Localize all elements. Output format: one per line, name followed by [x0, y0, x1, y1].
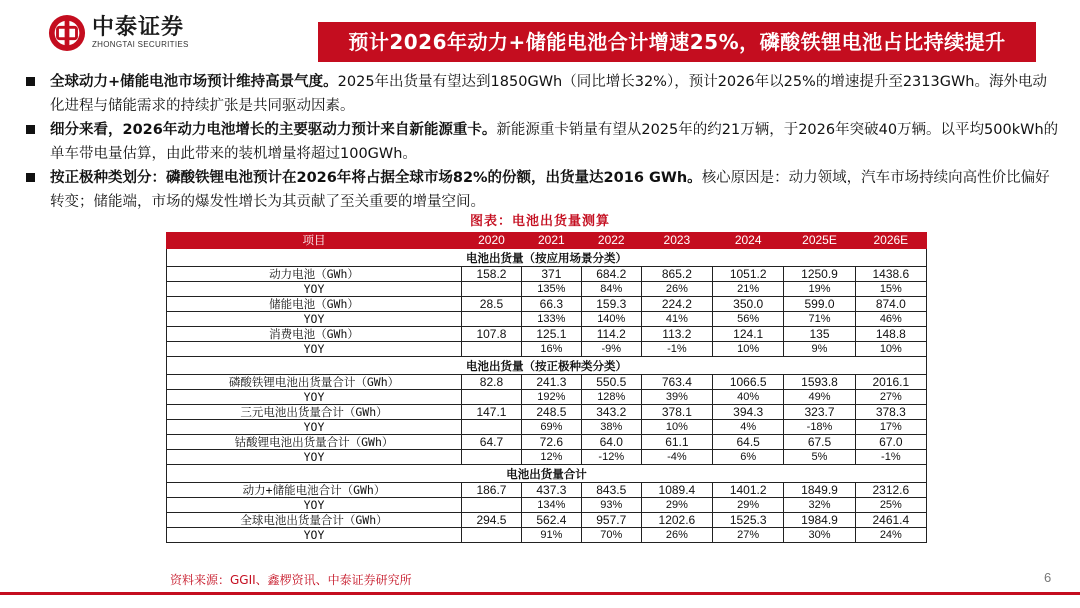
table-cell: 1051.2	[713, 267, 784, 282]
table-row	[167, 420, 927, 435]
table-cell: 67.0	[855, 435, 926, 450]
table-cell: 1401.2	[713, 483, 784, 498]
table-cell: 1089.4	[641, 483, 712, 498]
table-cell: 25%	[855, 498, 926, 513]
table-cell: 9%	[784, 342, 855, 357]
table-cell: 30%	[784, 528, 855, 543]
table-cell: 148.8	[855, 327, 926, 342]
slide-title: 预计2026年动力+储能电池合计增速25%，磷酸铁锂电池占比持续提升	[318, 22, 1036, 62]
table-cell: -18%	[784, 420, 855, 435]
table-cell: 26%	[641, 528, 712, 543]
bullet-item	[20, 166, 1060, 214]
bullet-list	[20, 70, 1060, 214]
table-cell: 24%	[855, 528, 926, 543]
table-cell: 27%	[855, 390, 926, 405]
row-label: YOY	[167, 528, 462, 543]
table-row	[167, 483, 927, 498]
table-cell: 64.0	[581, 435, 641, 450]
table-row	[167, 435, 927, 450]
table-cell: 140%	[581, 312, 641, 327]
table-cell: 1849.9	[784, 483, 855, 498]
battery-shipment-table-wrapper	[166, 232, 927, 543]
table-cell: 158.2	[462, 267, 522, 282]
table-cell: -1%	[641, 342, 712, 357]
row-label: 钴酸锂电池出货量合计（GWh）	[167, 435, 462, 450]
table-cell: 134%	[521, 498, 581, 513]
bullet-body: 2025年出货量有望达到1850GWh（同比增长32%），预计2026年以25%的增速提升至2313GWh。海外电动化进程与储能需求的持续扩张是共同驱动因素。	[50, 74, 1047, 114]
table-cell: 49%	[784, 390, 855, 405]
table-cell	[462, 528, 522, 543]
row-label: YOY	[167, 390, 462, 405]
table-cell: 16%	[521, 342, 581, 357]
table-cell: 71%	[784, 312, 855, 327]
table-cell: 159.3	[581, 297, 641, 312]
table-cell: 38%	[581, 420, 641, 435]
table-cell: 6%	[713, 450, 784, 465]
section-title: 电池出货量（按应用场景分类）	[167, 249, 927, 267]
table-cell: 29%	[713, 498, 784, 513]
table-cell: 27%	[713, 528, 784, 543]
table-cell: 135%	[521, 282, 581, 297]
table-section-row	[167, 249, 927, 267]
table-cell: 874.0	[855, 297, 926, 312]
bottom-divider	[0, 592, 1080, 595]
table-cell: 56%	[713, 312, 784, 327]
bullet-item	[20, 118, 1060, 166]
bullet-item	[20, 70, 1060, 118]
table-cell: 5%	[784, 450, 855, 465]
bullet-body: 核心原因是：动力领域，汽车市场持续向高性价比偏好转变；储能端，市场的爆发性增长为其贡献了至关重要的增量空间。	[50, 170, 1050, 210]
table-cell: 343.2	[581, 405, 641, 420]
table-cell: 19%	[784, 282, 855, 297]
table-row	[167, 312, 927, 327]
square-bullet-icon	[26, 173, 35, 182]
table-cell: 114.2	[581, 327, 641, 342]
table-row	[167, 450, 927, 465]
table-row	[167, 390, 927, 405]
header-cell: 2024	[713, 233, 784, 249]
table-row	[167, 405, 927, 420]
table-cell: 371	[521, 267, 581, 282]
header-cell: 2022	[581, 233, 641, 249]
row-label: 三元电池出货量合计（GWh）	[167, 405, 462, 420]
table-cell: 192%	[521, 390, 581, 405]
table-cell: 1984.9	[784, 513, 855, 528]
table-cell: 125.1	[521, 327, 581, 342]
table-row	[167, 513, 927, 528]
table-cell: 1438.6	[855, 267, 926, 282]
table-cell: 67.5	[784, 435, 855, 450]
table-cell: 41%	[641, 312, 712, 327]
table-cell: 10%	[641, 420, 712, 435]
table-cell: -4%	[641, 450, 712, 465]
row-label: 动力电池（GWh）	[167, 267, 462, 282]
table-cell: 2312.6	[855, 483, 926, 498]
table-cell: 64.7	[462, 435, 522, 450]
table-cell: 135	[784, 327, 855, 342]
table-cell: 248.5	[521, 405, 581, 420]
table-cell: 186.7	[462, 483, 522, 498]
bullet-body: 新能源重卡销量有望从2025年的约21万辆，于2026年突破40万辆。以平均500kWh的单车带电量估算，由此带来的装机增量将超过100GWh。	[50, 122, 1059, 162]
table-cell: 29%	[641, 498, 712, 513]
table-header-row	[167, 233, 927, 249]
battery-shipment-table	[166, 232, 927, 543]
header-cell: 2021	[521, 233, 581, 249]
table-cell: 378.3	[855, 405, 926, 420]
table-cell: 72.6	[521, 435, 581, 450]
table-section-row	[167, 465, 927, 483]
table-cell: 61.1	[641, 435, 712, 450]
logo-english-name: ZHONGTAI SECURITIES	[92, 40, 189, 49]
section-title: 电池出货量（按正极种类分类）	[167, 357, 927, 375]
table-cell: 843.5	[581, 483, 641, 498]
table-cell: 865.2	[641, 267, 712, 282]
table-cell: 28.5	[462, 297, 522, 312]
table-cell: 93%	[581, 498, 641, 513]
table-cell: 46%	[855, 312, 926, 327]
square-bullet-icon	[26, 125, 35, 134]
table-cell: 147.1	[462, 405, 522, 420]
table-cell: 40%	[713, 390, 784, 405]
row-label: YOY	[167, 312, 462, 327]
table-cell: 1250.9	[784, 267, 855, 282]
header-cell: 2026E	[855, 233, 926, 249]
table-cell: 294.5	[462, 513, 522, 528]
table-cell: 66.3	[521, 297, 581, 312]
row-label: 动力+储能电池合计（GWh）	[167, 483, 462, 498]
table-row	[167, 267, 927, 282]
table-cell: 15%	[855, 282, 926, 297]
header-cell: 项目	[167, 233, 462, 249]
table-cell: 1066.5	[713, 375, 784, 390]
table-row	[167, 498, 927, 513]
table-cell	[462, 450, 522, 465]
row-label: YOY	[167, 450, 462, 465]
table-cell	[462, 312, 522, 327]
table-cell: 10%	[855, 342, 926, 357]
company-logo	[48, 14, 189, 52]
row-label: YOY	[167, 342, 462, 357]
table-cell	[462, 420, 522, 435]
table-cell	[462, 390, 522, 405]
table-cell	[462, 498, 522, 513]
table-row	[167, 375, 927, 390]
row-label: 全球电池出货量合计（GWh）	[167, 513, 462, 528]
table-cell: 394.3	[713, 405, 784, 420]
zhongtai-logo-icon	[48, 14, 86, 52]
table-cell: 763.4	[641, 375, 712, 390]
table-cell: 82.8	[462, 375, 522, 390]
table-cell: 241.3	[521, 375, 581, 390]
row-label: YOY	[167, 498, 462, 513]
table-cell: -1%	[855, 450, 926, 465]
section-title: 电池出货量合计	[167, 465, 927, 483]
table-cell: 32%	[784, 498, 855, 513]
table-row	[167, 282, 927, 297]
table-cell	[462, 342, 522, 357]
table-cell: 12%	[521, 450, 581, 465]
table-cell: 70%	[581, 528, 641, 543]
table-cell: 10%	[713, 342, 784, 357]
table-cell: 550.5	[581, 375, 641, 390]
page-number: 6	[1044, 570, 1052, 585]
logo-chinese-name: 中泰证券	[92, 15, 185, 40]
table-cell: 323.7	[784, 405, 855, 420]
table-cell: 128%	[581, 390, 641, 405]
header-cell: 2025E	[784, 233, 855, 249]
square-bullet-icon	[26, 77, 35, 86]
bullet-heading: 细分来看，2026年动力电池增长的主要驱动力预计来自新能源重卡。	[50, 122, 497, 138]
header-cell: 2020	[462, 233, 522, 249]
table-cell: 2461.4	[855, 513, 926, 528]
table-cell: -12%	[581, 450, 641, 465]
table-cell: 133%	[521, 312, 581, 327]
table-cell: 84%	[581, 282, 641, 297]
table-row	[167, 528, 927, 543]
table-cell: 1525.3	[713, 513, 784, 528]
table-cell: 107.8	[462, 327, 522, 342]
table-body	[167, 249, 927, 543]
table-section-row	[167, 357, 927, 375]
table-cell: 437.3	[521, 483, 581, 498]
table-cell: 378.1	[641, 405, 712, 420]
row-label: YOY	[167, 282, 462, 297]
table-cell: 17%	[855, 420, 926, 435]
row-label: YOY	[167, 420, 462, 435]
table-cell: 124.1	[713, 327, 784, 342]
table-title: 图表：电池出货量测算	[469, 214, 610, 229]
table-cell: 64.5	[713, 435, 784, 450]
table-cell: 957.7	[581, 513, 641, 528]
table-row	[167, 327, 927, 342]
table-row	[167, 297, 927, 312]
table-cell: 26%	[641, 282, 712, 297]
source-note: 资料来源：GGII、鑫椤资讯、中泰证券研究所	[170, 573, 412, 587]
table-row	[167, 342, 927, 357]
table-cell: 39%	[641, 390, 712, 405]
table-cell: 113.2	[641, 327, 712, 342]
table-cell	[462, 282, 522, 297]
row-label: 储能电池（GWh）	[167, 297, 462, 312]
table-cell: 21%	[713, 282, 784, 297]
table-cell: 684.2	[581, 267, 641, 282]
table-cell: 91%	[521, 528, 581, 543]
table-cell: 350.0	[713, 297, 784, 312]
table-cell: 2016.1	[855, 375, 926, 390]
table-cell: 224.2	[641, 297, 712, 312]
table-cell: 1202.6	[641, 513, 712, 528]
table-cell: 599.0	[784, 297, 855, 312]
table-cell: 562.4	[521, 513, 581, 528]
row-label: 磷酸铁锂电池出货量合计（GWh）	[167, 375, 462, 390]
table-cell: 4%	[713, 420, 784, 435]
table-cell: -9%	[581, 342, 641, 357]
table-cell: 1593.8	[784, 375, 855, 390]
bullet-heading: 全球动力+储能电池市场预计维持高景气度。	[50, 74, 338, 90]
row-label: 消费电池（GWh）	[167, 327, 462, 342]
header-cell: 2023	[641, 233, 712, 249]
bullet-heading: 按正极种类划分：磷酸铁锂电池预计在2026年将占据全球市场82%的份额，出货量达2016 GWh。	[50, 170, 702, 186]
table-cell: 69%	[521, 420, 581, 435]
